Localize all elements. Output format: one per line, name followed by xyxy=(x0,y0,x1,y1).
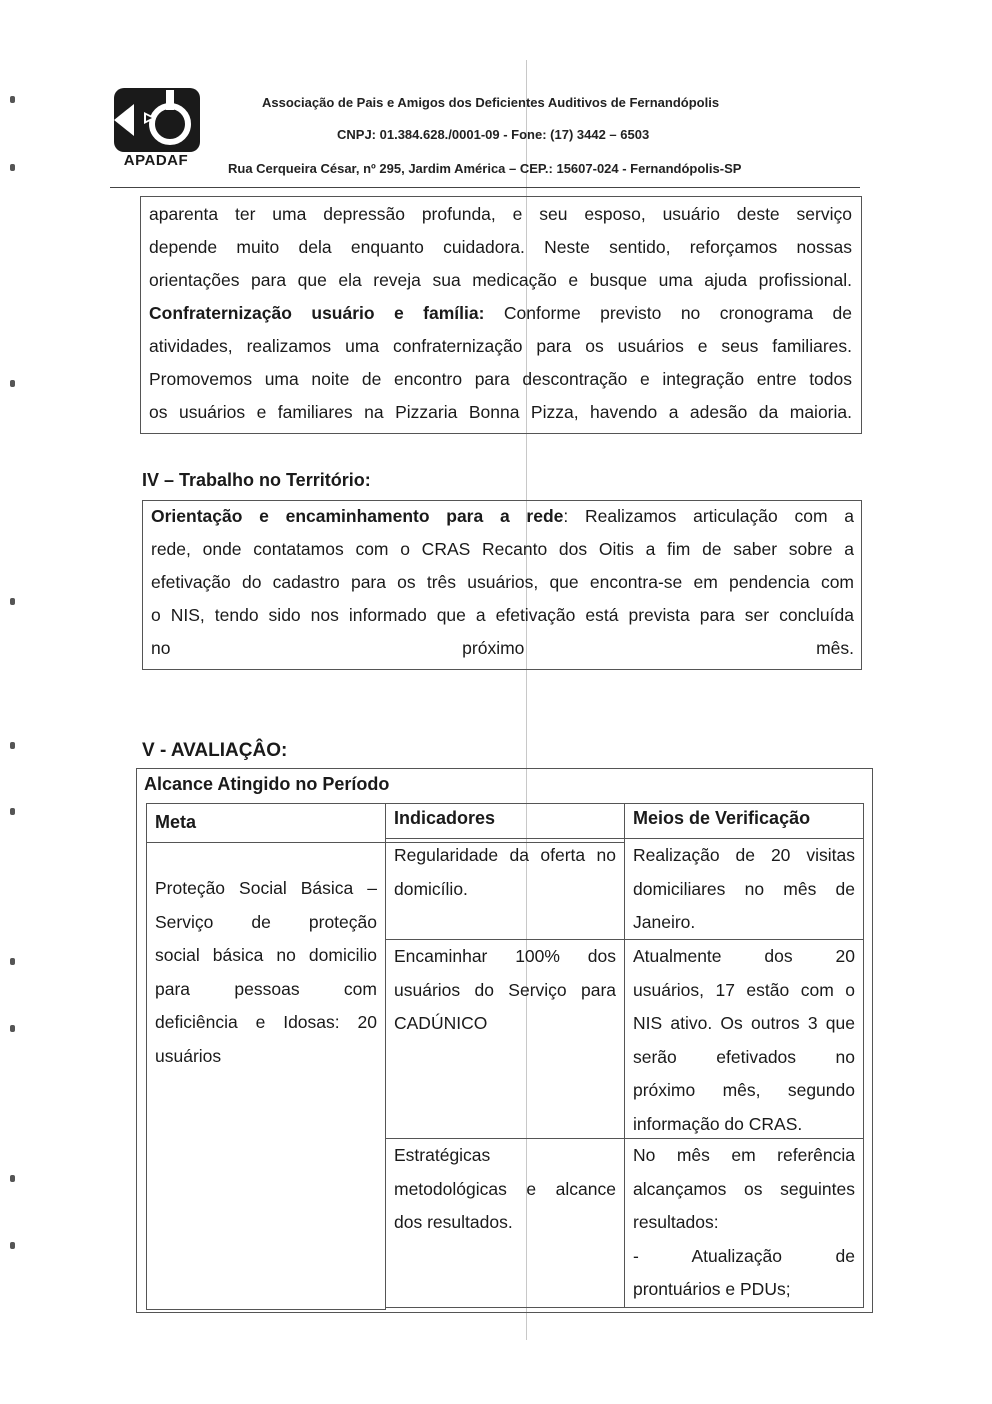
verification-line: Realização de 20 visitas xyxy=(633,845,855,865)
org-contact: CNPJ: 01.384.628./0001-09 - Fone: (17) 3442 – 6503 xyxy=(337,127,650,142)
meta-line: Serviço de proteção xyxy=(155,911,377,932)
territory-paragraph xyxy=(151,500,854,665)
verification-line: No mês em referência xyxy=(633,1145,855,1165)
meta-line: para pessoas com xyxy=(155,978,377,999)
logo-label: APADAF xyxy=(123,152,189,169)
section-v-title: V - AVALIAÇÂO: xyxy=(142,740,288,761)
meta-line: social básica no domicilio xyxy=(155,945,377,965)
indicator-line: metodológicas e alcance xyxy=(394,1178,616,1199)
text-line xyxy=(149,297,852,330)
org-address: Rua Cerqueira César, nº 295, Jardim América – CEP.: 15607-024 - Fernandópolis-SP xyxy=(228,161,742,176)
orientacao-label: Orientação e encaminhamento para a rede xyxy=(151,506,564,526)
verification-line: NIS ativo. Os outros 3 que xyxy=(633,1013,855,1033)
text-line: orientações para que ela reveja sua medicação e busque uma ajuda profissional. xyxy=(149,270,852,290)
table-cell-verification-3 xyxy=(624,1138,864,1308)
margin-mark xyxy=(10,164,15,171)
text-line: atividades, realizamos uma confraternização para os usuários e seus familiares. xyxy=(149,336,852,356)
verification-line: usuários, 17 estão com o xyxy=(633,979,855,1000)
text-line: no próximo mês. xyxy=(151,638,854,658)
ear-logo-icon xyxy=(108,86,204,154)
table-header-indicadores: Indicadores xyxy=(385,803,625,843)
text-line: os usuários e familiares na Pizzaria Bonna Pizza, havendo a adesão da maioria. xyxy=(149,402,852,422)
text-line: Promovemos uma noite de encontro para descontração e integração entre todos xyxy=(149,369,852,389)
table-cell-meta xyxy=(146,842,386,1310)
text-line: efetivação do cadastro para os três usuários, que encontra-se em pendencia com xyxy=(151,572,854,592)
text-line xyxy=(151,500,854,533)
margin-mark xyxy=(10,1025,15,1032)
margin-mark xyxy=(10,808,15,815)
confraternizacao-label: Confraternização usuário e família: xyxy=(149,303,485,323)
text-fragment: Conforme previsto no cronograma de xyxy=(484,303,852,323)
margin-mark xyxy=(10,958,15,965)
text-line: aparenta ter uma depressão profunda, e seu esposo, usuário deste serviço xyxy=(149,204,852,224)
apadaf-logo xyxy=(108,86,204,170)
text-line: depende muito dela enquanto cuidadora. Neste sentido, reforçamos nossas xyxy=(149,237,852,257)
text-line: rede, onde contatamos com o CRAS Recanto dos Oitis a fim de saber sobre a xyxy=(151,539,854,559)
indicator-line: CADÚNICO xyxy=(394,1013,488,1033)
indicator-line: Estratégicas xyxy=(394,1145,491,1165)
margin-mark xyxy=(10,96,15,103)
indicator-line: usuários do Serviço para xyxy=(394,979,616,1000)
indicator-line: Encaminhar 100% dos xyxy=(394,946,616,966)
verification-line: domiciliares no mês de xyxy=(633,878,855,899)
section-iv-title: IV – Trabalho no Território: xyxy=(142,470,371,490)
table-cell-indicator-3 xyxy=(385,1138,625,1308)
indicator-line: domicílio. xyxy=(394,878,468,899)
meta-line: Proteção Social Básica – xyxy=(155,878,377,898)
verification-line: informação do CRAS. xyxy=(633,1113,803,1134)
table-header-meios: Meios de Verificação xyxy=(624,803,864,839)
header-divider xyxy=(110,187,860,188)
verification-line: próximo mês, segundo xyxy=(633,1080,855,1100)
org-name: Associação de Pais e Amigos dos Deficientes Auditivos de Fernandópolis xyxy=(262,95,720,110)
indicator-line: dos resultados. xyxy=(394,1212,513,1232)
indicator-line: Regularidade da oferta no xyxy=(394,845,616,865)
table-subtitle: Alcance Atingido no Período xyxy=(144,774,390,794)
table-cell-indicator-2 xyxy=(385,939,625,1139)
verification-line: alcançamos os seguintes xyxy=(633,1178,855,1199)
verification-line: resultados: xyxy=(633,1212,719,1232)
table-cell-indicator-1 xyxy=(385,838,625,940)
verification-line: Atualmente dos 20 xyxy=(633,946,855,966)
margin-mark xyxy=(10,1175,15,1182)
table-cell-verification-2 xyxy=(624,939,864,1139)
text-line: o NIS, tendo sido nos informado que a efetivação está prevista para ser concluída xyxy=(151,605,854,625)
margin-mark xyxy=(10,380,15,387)
continuation-paragraph xyxy=(149,198,852,429)
margin-mark xyxy=(10,742,15,749)
verification-line: - Atualização de xyxy=(633,1245,855,1266)
verification-line: prontuários e PDUs; xyxy=(633,1279,791,1299)
margin-mark xyxy=(10,598,15,605)
table-header-meta: Meta xyxy=(146,803,386,843)
meta-line: usuários xyxy=(155,1045,222,1066)
verification-line: Janeiro. xyxy=(633,912,696,932)
margin-mark xyxy=(10,1242,15,1249)
verification-line: serão efetivados no xyxy=(633,1046,855,1067)
meta-line: deficiência e Idosas: 20 xyxy=(155,1012,377,1032)
table-cell-verification-1 xyxy=(624,838,864,940)
text-fragment: : Realizamos articulação com a xyxy=(563,506,854,526)
